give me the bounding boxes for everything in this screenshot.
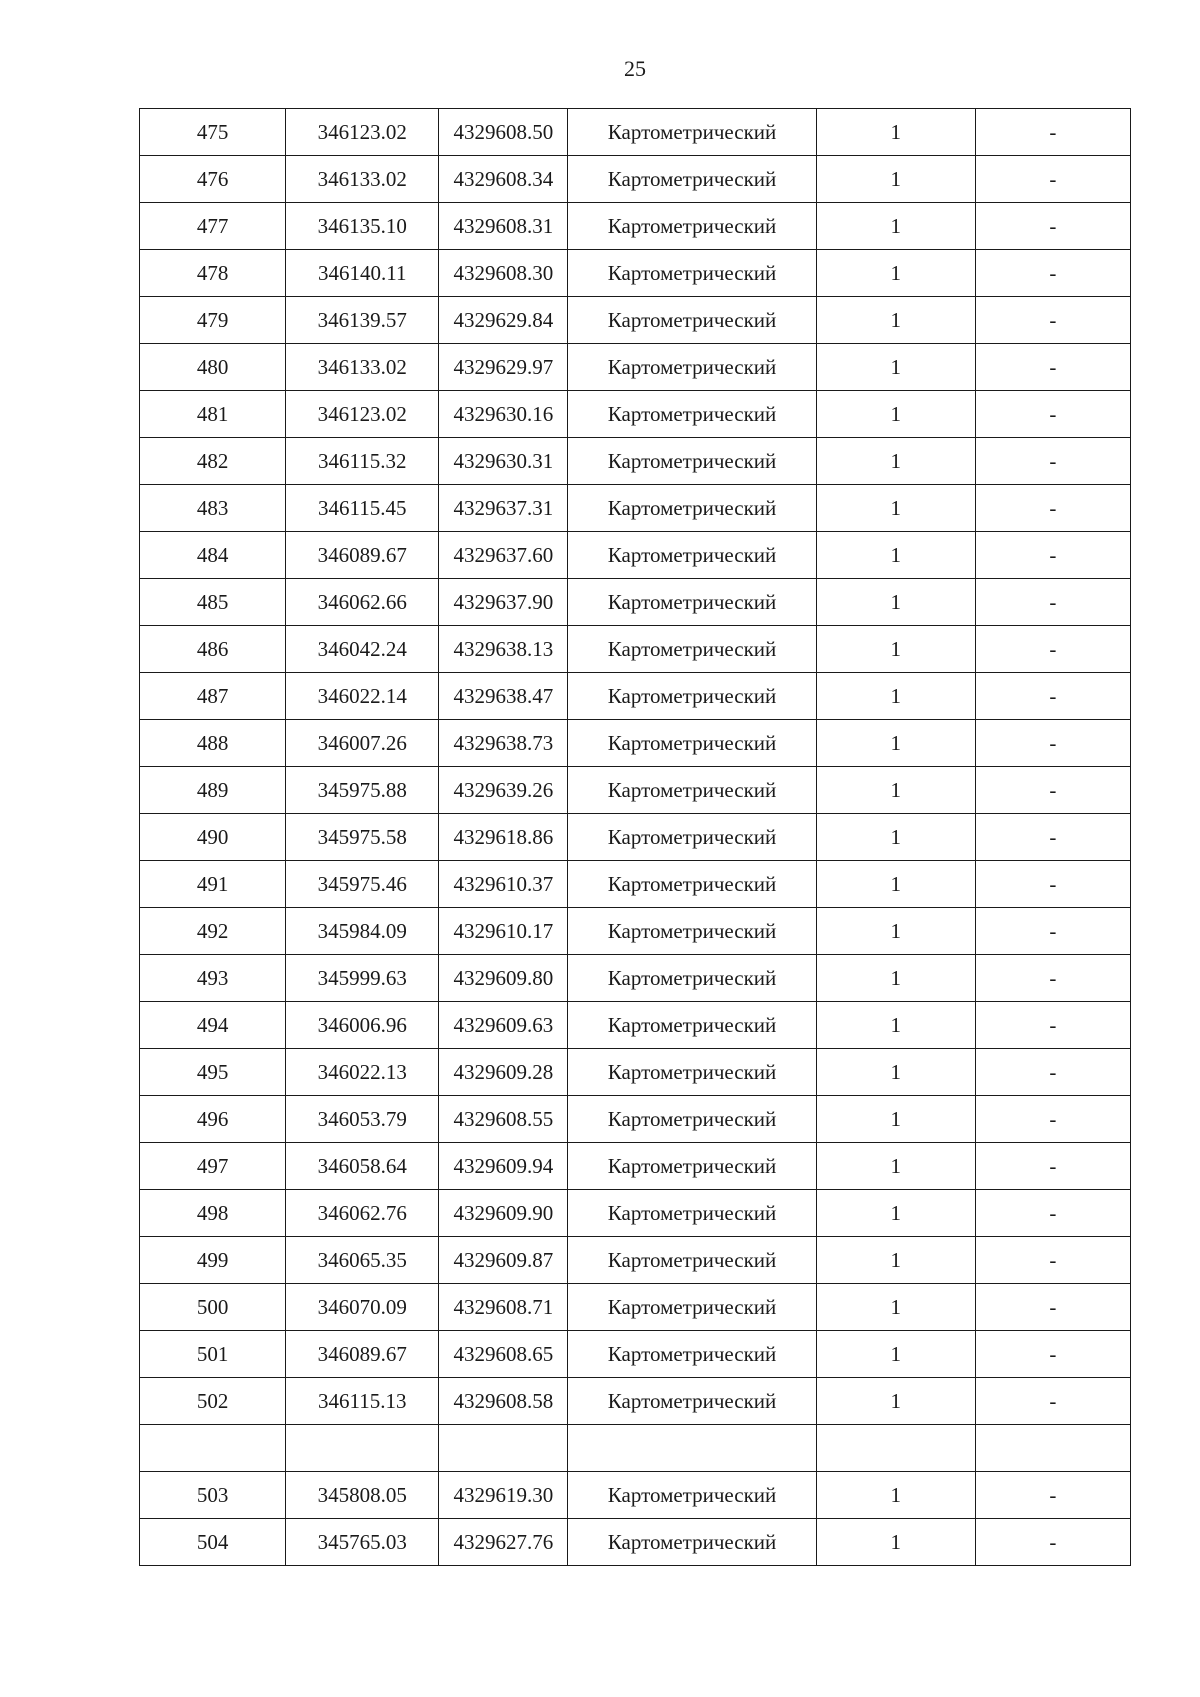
precision-cell [816, 1425, 975, 1472]
description-cell: - [975, 767, 1130, 814]
precision-cell: 1 [816, 579, 975, 626]
point-number-cell: 490 [140, 814, 286, 861]
method-cell: Картометрический [568, 250, 816, 297]
x-coordinate-cell: 346062.66 [286, 579, 439, 626]
description-cell: - [975, 156, 1130, 203]
description-cell: - [975, 720, 1130, 767]
point-number-cell: 477 [140, 203, 286, 250]
x-coordinate-cell: 346135.10 [286, 203, 439, 250]
y-coordinate-cell: 4329610.37 [439, 861, 568, 908]
precision-cell: 1 [816, 250, 975, 297]
y-coordinate-cell: 4329609.87 [439, 1237, 568, 1284]
x-coordinate-cell: 346007.26 [286, 720, 439, 767]
precision-cell: 1 [816, 1519, 975, 1566]
x-coordinate-cell: 346139.57 [286, 297, 439, 344]
method-cell: Картометрический [568, 344, 816, 391]
x-coordinate-cell: 345984.09 [286, 908, 439, 955]
x-coordinate-cell: 346058.64 [286, 1143, 439, 1190]
y-coordinate-cell: 4329609.28 [439, 1049, 568, 1096]
precision-cell: 1 [816, 109, 975, 156]
point-number-cell: 504 [140, 1519, 286, 1566]
precision-cell: 1 [816, 1472, 975, 1519]
y-coordinate-cell: 4329608.31 [439, 203, 568, 250]
method-cell: Картометрический [568, 1331, 816, 1378]
method-cell: Картометрический [568, 1096, 816, 1143]
precision-cell: 1 [816, 438, 975, 485]
x-coordinate-cell: 346115.13 [286, 1378, 439, 1425]
y-coordinate-cell: 4329627.76 [439, 1519, 568, 1566]
description-cell: - [975, 955, 1130, 1002]
method-cell: Картометрический [568, 1190, 816, 1237]
x-coordinate-cell: 346022.13 [286, 1049, 439, 1096]
table-row [140, 1096, 1131, 1143]
table-row [140, 297, 1131, 344]
table-row [140, 250, 1131, 297]
point-number-cell: 480 [140, 344, 286, 391]
point-number-cell: 485 [140, 579, 286, 626]
point-number-cell: 502 [140, 1378, 286, 1425]
precision-cell: 1 [816, 532, 975, 579]
x-coordinate-cell: 346062.76 [286, 1190, 439, 1237]
x-coordinate-cell: 345975.46 [286, 861, 439, 908]
table-row [140, 955, 1131, 1002]
point-number-cell: 479 [140, 297, 286, 344]
point-number-cell: 501 [140, 1331, 286, 1378]
method-cell: Картометрический [568, 438, 816, 485]
precision-cell: 1 [816, 1049, 975, 1096]
y-coordinate-cell: 4329608.65 [439, 1331, 568, 1378]
x-coordinate-cell: 345765.03 [286, 1519, 439, 1566]
table-row [140, 673, 1131, 720]
y-coordinate-cell: 4329619.30 [439, 1472, 568, 1519]
point-number-cell: 495 [140, 1049, 286, 1096]
method-cell: Картометрический [568, 485, 816, 532]
table-row [140, 1472, 1131, 1519]
description-cell: - [975, 1096, 1130, 1143]
y-coordinate-cell: 4329609.63 [439, 1002, 568, 1049]
table-row [140, 109, 1131, 156]
precision-cell: 1 [816, 626, 975, 673]
description-cell: - [975, 109, 1130, 156]
precision-cell: 1 [816, 814, 975, 861]
description-cell: - [975, 1049, 1130, 1096]
point-number-cell: 499 [140, 1237, 286, 1284]
description-cell: - [975, 1331, 1130, 1378]
method-cell: Картометрический [568, 1237, 816, 1284]
description-cell: - [975, 344, 1130, 391]
y-coordinate-cell: 4329629.97 [439, 344, 568, 391]
y-coordinate-cell: 4329608.55 [439, 1096, 568, 1143]
method-cell: Картометрический [568, 1378, 816, 1425]
table-row [140, 1002, 1131, 1049]
x-coordinate-cell: 345808.05 [286, 1472, 439, 1519]
y-coordinate-cell: 4329638.47 [439, 673, 568, 720]
table-row [140, 861, 1131, 908]
precision-cell: 1 [816, 720, 975, 767]
table-row [140, 767, 1131, 814]
x-coordinate-cell: 346140.11 [286, 250, 439, 297]
point-number-cell: 481 [140, 391, 286, 438]
description-cell: - [975, 438, 1130, 485]
point-number-cell: 482 [140, 438, 286, 485]
point-number-cell: 503 [140, 1472, 286, 1519]
point-number-cell [140, 1425, 286, 1472]
precision-cell: 1 [816, 908, 975, 955]
table-row [140, 1237, 1131, 1284]
table-row [140, 579, 1131, 626]
y-coordinate-cell: 4329630.31 [439, 438, 568, 485]
point-number-cell: 488 [140, 720, 286, 767]
y-coordinate-cell: 4329608.50 [439, 109, 568, 156]
precision-cell: 1 [816, 1002, 975, 1049]
point-number-cell: 484 [140, 532, 286, 579]
y-coordinate-cell: 4329639.26 [439, 767, 568, 814]
description-cell: - [975, 861, 1130, 908]
precision-cell: 1 [816, 1378, 975, 1425]
method-cell: Картометрический [568, 203, 816, 250]
y-coordinate-cell: 4329618.86 [439, 814, 568, 861]
precision-cell: 1 [816, 1331, 975, 1378]
precision-cell: 1 [816, 344, 975, 391]
table-row [140, 1190, 1131, 1237]
description-cell: - [975, 485, 1130, 532]
description-cell: - [975, 1237, 1130, 1284]
method-cell: Картометрический [568, 814, 816, 861]
point-number-cell: 483 [140, 485, 286, 532]
point-number-cell: 476 [140, 156, 286, 203]
method-cell: Картометрический [568, 673, 816, 720]
table-row [140, 438, 1131, 485]
description-cell: - [975, 1519, 1130, 1566]
description-cell: - [975, 579, 1130, 626]
method-cell: Картометрический [568, 297, 816, 344]
description-cell: - [975, 908, 1130, 955]
y-coordinate-cell: 4329610.17 [439, 908, 568, 955]
x-coordinate-cell: 346053.79 [286, 1096, 439, 1143]
table-row [140, 908, 1131, 955]
method-cell: Картометрический [568, 532, 816, 579]
method-cell: Картометрический [568, 156, 816, 203]
y-coordinate-cell: 4329608.58 [439, 1378, 568, 1425]
x-coordinate-cell: 345975.58 [286, 814, 439, 861]
precision-cell: 1 [816, 297, 975, 344]
x-coordinate-cell: 346070.09 [286, 1284, 439, 1331]
y-coordinate-cell: 4329608.34 [439, 156, 568, 203]
point-number-cell: 497 [140, 1143, 286, 1190]
description-cell: - [975, 1472, 1130, 1519]
table-row [140, 1284, 1131, 1331]
x-coordinate-cell: 346022.14 [286, 673, 439, 720]
method-cell: Картометрический [568, 1143, 816, 1190]
method-cell: Картометрический [568, 579, 816, 626]
y-coordinate-cell: 4329609.80 [439, 955, 568, 1002]
y-coordinate-cell: 4329637.90 [439, 579, 568, 626]
x-coordinate-cell: 346123.02 [286, 109, 439, 156]
method-cell: Картометрический [568, 720, 816, 767]
method-cell: Картометрический [568, 1519, 816, 1566]
precision-cell: 1 [816, 1143, 975, 1190]
table-row [140, 1378, 1131, 1425]
description-cell: - [975, 391, 1130, 438]
description-cell: - [975, 1284, 1130, 1331]
x-coordinate-cell: 346089.67 [286, 532, 439, 579]
table-row-empty [140, 1425, 1131, 1472]
table-row [140, 814, 1131, 861]
point-number-cell: 498 [140, 1190, 286, 1237]
y-coordinate-cell: 4329608.71 [439, 1284, 568, 1331]
method-cell: Картометрический [568, 626, 816, 673]
y-coordinate-cell: 4329629.84 [439, 297, 568, 344]
y-coordinate-cell: 4329608.30 [439, 250, 568, 297]
table-row [140, 626, 1131, 673]
description-cell: - [975, 1378, 1130, 1425]
description-cell: - [975, 250, 1130, 297]
method-cell: Картометрический [568, 109, 816, 156]
y-coordinate-cell: 4329637.60 [439, 532, 568, 579]
table-row [140, 485, 1131, 532]
method-cell: Картометрический [568, 1002, 816, 1049]
x-coordinate-cell: 346123.02 [286, 391, 439, 438]
y-coordinate-cell: 4329630.16 [439, 391, 568, 438]
precision-cell: 1 [816, 1096, 975, 1143]
table-row [140, 1519, 1131, 1566]
table-row [140, 720, 1131, 767]
precision-cell: 1 [816, 673, 975, 720]
y-coordinate-cell [439, 1425, 568, 1472]
coordinates-table-body [140, 109, 1131, 1566]
y-coordinate-cell: 4329638.13 [439, 626, 568, 673]
point-number-cell: 494 [140, 1002, 286, 1049]
x-coordinate-cell: 346115.32 [286, 438, 439, 485]
x-coordinate-cell: 346133.02 [286, 156, 439, 203]
precision-cell: 1 [816, 1237, 975, 1284]
x-coordinate-cell: 346065.35 [286, 1237, 439, 1284]
precision-cell: 1 [816, 1284, 975, 1331]
precision-cell: 1 [816, 203, 975, 250]
method-cell: Картометрический [568, 1472, 816, 1519]
precision-cell: 1 [816, 485, 975, 532]
y-coordinate-cell: 4329609.94 [439, 1143, 568, 1190]
method-cell: Картометрический [568, 955, 816, 1002]
point-number-cell: 492 [140, 908, 286, 955]
method-cell: Картометрический [568, 1049, 816, 1096]
y-coordinate-cell: 4329609.90 [439, 1190, 568, 1237]
description-cell: - [975, 1143, 1130, 1190]
table-row [140, 203, 1131, 250]
page-number: 25 [624, 56, 646, 81]
x-coordinate-cell: 346006.96 [286, 1002, 439, 1049]
x-coordinate-cell: 345975.88 [286, 767, 439, 814]
table-row [140, 344, 1131, 391]
y-coordinate-cell: 4329637.31 [439, 485, 568, 532]
table-row [140, 156, 1131, 203]
table-row [140, 391, 1131, 438]
table-row [140, 532, 1131, 579]
x-coordinate-cell: 346133.02 [286, 344, 439, 391]
point-number-cell: 478 [140, 250, 286, 297]
precision-cell: 1 [816, 391, 975, 438]
x-coordinate-cell: 345999.63 [286, 955, 439, 1002]
precision-cell: 1 [816, 156, 975, 203]
point-number-cell: 496 [140, 1096, 286, 1143]
description-cell: - [975, 203, 1130, 250]
point-number-cell: 486 [140, 626, 286, 673]
description-cell: - [975, 673, 1130, 720]
coordinates-table [139, 108, 1131, 1566]
description-cell: - [975, 814, 1130, 861]
method-cell: Картометрический [568, 861, 816, 908]
x-coordinate-cell: 346115.45 [286, 485, 439, 532]
table-row [140, 1049, 1131, 1096]
table-row [140, 1331, 1131, 1378]
description-cell: - [975, 1190, 1130, 1237]
point-number-cell: 500 [140, 1284, 286, 1331]
description-cell: - [975, 1002, 1130, 1049]
x-coordinate-cell: 346089.67 [286, 1331, 439, 1378]
description-cell [975, 1425, 1130, 1472]
description-cell: - [975, 297, 1130, 344]
point-number-cell: 493 [140, 955, 286, 1002]
y-coordinate-cell: 4329638.73 [439, 720, 568, 767]
method-cell: Картометрический [568, 391, 816, 438]
table-row [140, 1143, 1131, 1190]
method-cell: Картометрический [568, 908, 816, 955]
precision-cell: 1 [816, 767, 975, 814]
description-cell: - [975, 626, 1130, 673]
method-cell [568, 1425, 816, 1472]
point-number-cell: 489 [140, 767, 286, 814]
x-coordinate-cell [286, 1425, 439, 1472]
description-cell: - [975, 532, 1130, 579]
point-number-cell: 475 [140, 109, 286, 156]
point-number-cell: 491 [140, 861, 286, 908]
precision-cell: 1 [816, 1190, 975, 1237]
method-cell: Картометрический [568, 767, 816, 814]
precision-cell: 1 [816, 955, 975, 1002]
precision-cell: 1 [816, 861, 975, 908]
point-number-cell: 487 [140, 673, 286, 720]
method-cell: Картометрический [568, 1284, 816, 1331]
x-coordinate-cell: 346042.24 [286, 626, 439, 673]
